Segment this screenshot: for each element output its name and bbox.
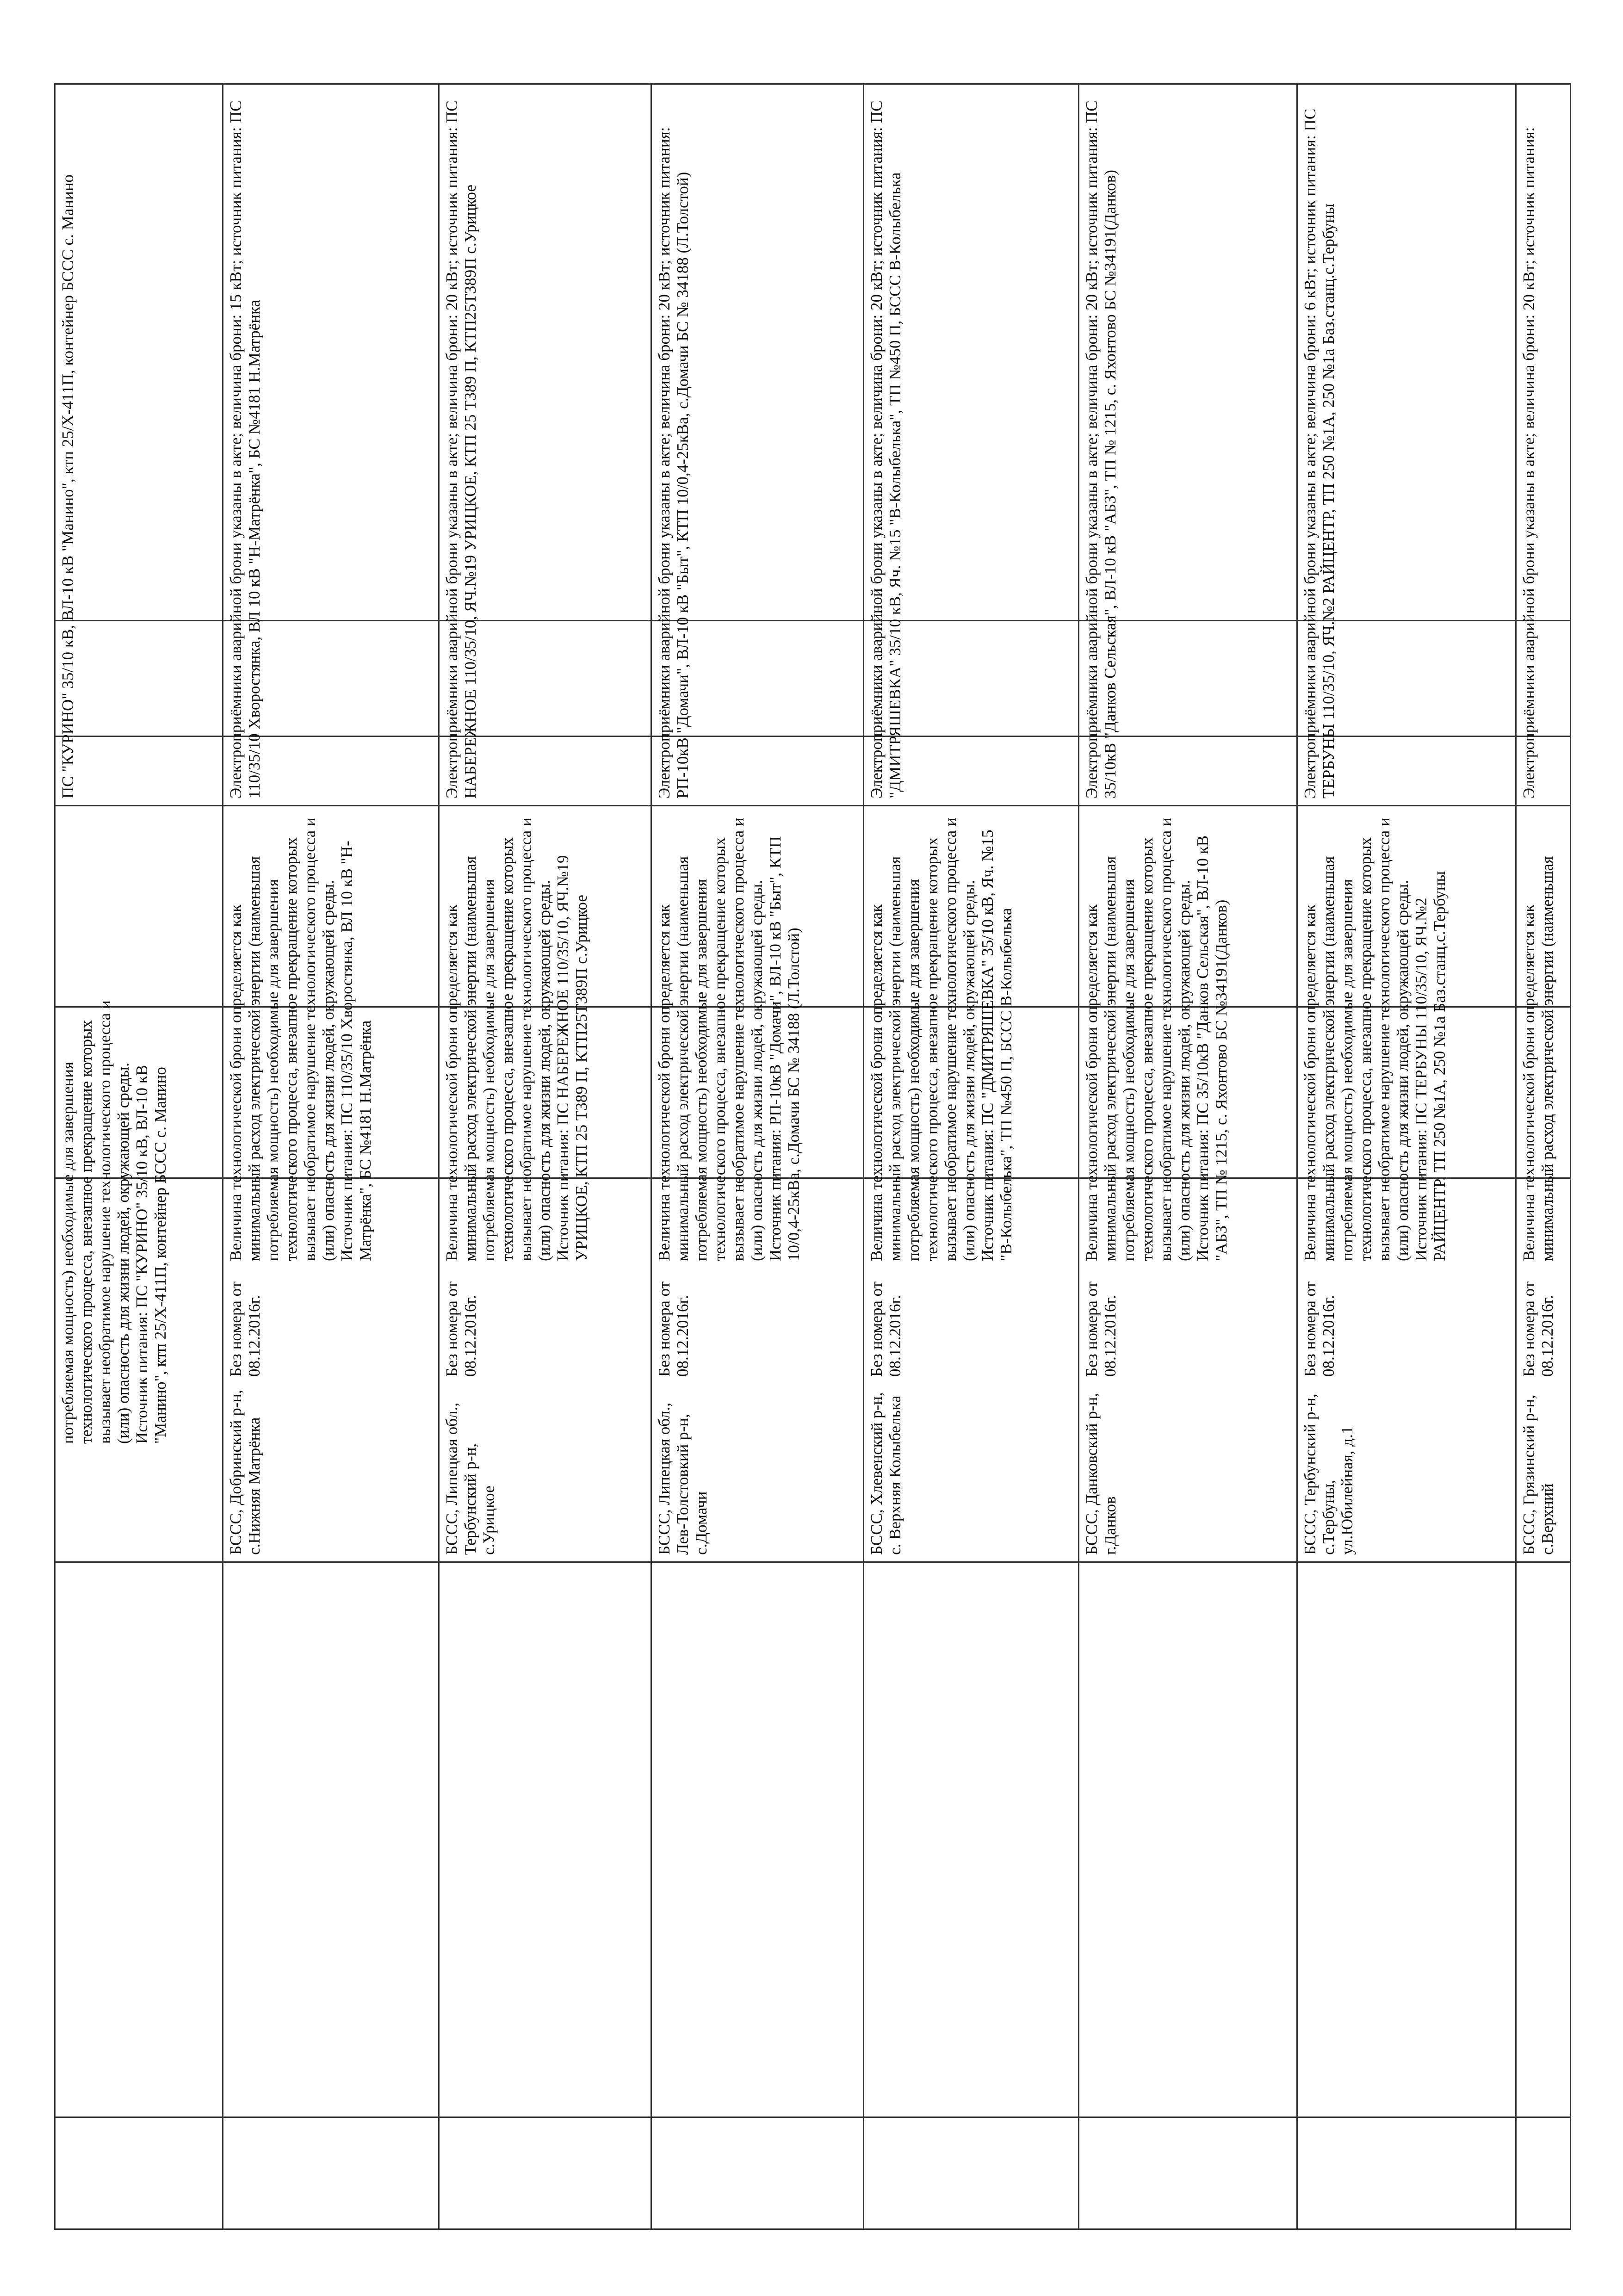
table-row [222,83,438,2230]
cell-technological-reserve: Величина технологической брони определяется как минимальный расход электрической энергии (наименьшая [1520,856,1556,1261]
cell-document: Без номера от 08.12.2016г. [443,1281,479,1377]
cell-emergency-reserve: Электроприёмники аварийной брони указаны в акте; величина брони: 20 кВт; источник питания: [1520,127,1538,798]
cell-emergency-reserve: Электроприёмники аварийной брони указаны в акте; величина брони: 15 кВт; источник питания: ПС 110/35/10 Хворостянка, ВЛ 10 кВ "Н-Матрёнка", БС №4181 Н.Матрёнка [227,100,263,798]
table-row [650,83,863,2230]
table-row [863,83,1078,2230]
cell-location: БССС, Добринский р-н, с.Нижняя Матрёнка [227,1390,263,1555]
cell-location: БССС, Тербунский р-н, с.Тербуны, ул.Юбилейная, д.1 [1301,1393,1356,1555]
cell-technological-reserve: Величина технологической брони определяется как минимальный расход электрической энергии (наименьшая потребляемая мощность) необходимые для завершения технологического процесса, внезапное прекращение которых вызывает необратимое нарушение технологического процесса и (или) опасность для жизни людей, окружающей среды. Источник питания: РП-10кВ "Домачи", ВЛ-10 кВ "Быт", КТП 10/0,4-25кВа, с.Домачи БС № 34188 (Л.Толстой) [655,817,803,1261]
cell-emergency-reserve: Электроприёмники аварийной брони указаны в акте; величина брони: 6 кВт; источник питания: ПС ТЕРБУНЫ 110/35/10, ЯЧ.№2 РАЙЦЕНТР, ТП 250 №1А, 250 №1а Баз.станц.с.Тербуны [1301,108,1338,798]
cell-location: БССС, Данковский р-н, г.Данков [1083,1393,1119,1555]
cell-emergency-reserve: Электроприёмники аварийной брони указаны в акте; величина брони: 20 кВт; источник питания: ПС "ДМИТРЯШЕВКА" 35/10 кВ, Яч. №15 "В-Колыбелька", ТП №450 П, БССС В-Колыбелька [867,100,904,798]
cell-document: Без номера от 08.12.2016г. [867,1281,904,1377]
table-row [54,83,222,2230]
cell-technological-reserve: Величина технологической брони определяется как минимальный расход электрической энергии (наименьшая потребляемая мощность) необходимые для завершения технологического процесса, внезапное прекращение которых вызывает необратимое нарушение технологического процесса и (или) опасность для жизни людей, окружающей среды. Источник питания: ПС 110/35/10 Хворостянка, ВЛ 10 кВ "Н-Матрёнка", БС №4181 Н.Матрёнка [227,817,374,1261]
table-row [1296,83,1515,2230]
cell-technological-reserve: потребляемая мощность) необходимые для завершения технологического процесса, внезапное прекращение которых вызывает необратимое нарушение технологического процесса и (или) опасность для жизни людей, окружающей среды. Источник питания: ПС "КУРИНО" 35/10 кВ, ВЛ-10 кВ "Манино", ктп 25/Х-411П, контейнер БССС с. Манино [59,1000,169,1444]
cell-location: БССС, Хлевенский р-н, с. Верхняя Колыбелька [867,1392,904,1555]
cell-emergency-reserve: Электроприёмники аварийной брони указаны в акте; величина брони: 20 кВт; источник питания: ПС НАБЕРЕЖНОЕ 110/35/10, ЯЧ.№19 УРИЦКОЕ, КТП 25 Т389 П, КТП25Т389П с.Урицкое [443,100,479,798]
cell-emergency-reserve: Электроприёмники аварийной брони указаны в акте; величина брони: 20 кВт; источник питания: ПС 35/10кВ "Данков Сельская", ВЛ-10 кВ "АБЗ", ТП № 1215, с. Яхонтово БС №34191(Данков) [1083,100,1119,798]
cell-document: Без номера от 08.12.2016г. [1301,1281,1338,1377]
cell-emergency-reserve: ПС "КУРИНО" 35/10 кВ, ВЛ-10 кВ "Манино", ктп 25/Х-411П, контейнер БССС с. Манино [59,174,77,798]
cell-document: Без номера от 08.12.2016г. [1520,1281,1556,1377]
cell-technological-reserve: Величина технологической брони определяется как минимальный расход электрической энергии (наименьшая потребляемая мощность) необходимые для завершения технологического процесса, внезапное прекращение которых вызывает необратимое нарушение технологического процесса и (или) опасность для жизни людей, окружающей среды. Источник питания: ПС НАБЕРЕЖНОЕ 110/35/10, ЯЧ.№19 УРИЦКОЕ, КТП 25 Т389 П, КТП25Т389П с.Урицкое [443,817,590,1261]
cell-location: БССС, Липецкая обл., Тербунский р-н, с.Урицкое [443,1402,498,1555]
cell-technological-reserve: Величина технологической брони определяется как минимальный расход электрической энергии (наименьшая потребляемая мощность) необходимые для завершения технологического процесса, внезапное прекращение которых вызывает необратимое нарушение технологического процесса и (или) опасность для жизни людей, окружающей среды. Источник питания: ПС ТЕРБУНЫ 110/35/10, ЯЧ.№2 РАЙЦЕНТР, ТП 250 №1А, 250 №1а Баз.станц.с.Тербуны [1301,817,1449,1261]
rotated-table [54,83,1571,2230]
cell-location: БССС, Грязинский р-н, с.Верхний [1520,1395,1556,1555]
cell-location: БССС, Липецкая обл., Лев-Толстовкий р-н, с.Домачи [655,1402,710,1555]
cell-document: Без номера от 08.12.2016г. [1083,1281,1119,1377]
table-row [1078,83,1296,2230]
cell-emergency-reserve: Электроприёмники аварийной брони указаны в акте; величина брони: 20 кВт; источник питания: РП-10кВ "Домачи", ВЛ-10 кВ "Быт", КТП 10/0,4-25кВа, с.Домачи БС № 34188 (Л.Толстой) [655,127,692,798]
table-row [1515,83,1571,2230]
cell-document: Без номера от 08.12.2016г. [655,1281,692,1377]
cell-document: Без номера от 08.12.2016г. [227,1281,263,1377]
table-row [438,83,650,2230]
cell-technological-reserve: Величина технологической брони определяется как минимальный расход электрической энергии (наименьшая потребляемая мощность) необходимые для завершения технологического процесса, внезапное прекращение которых вызывает необратимое нарушение технологического процесса и (или) опасность для жизни людей, окружающей среды. Источник питания: ПС 35/10кВ "Данков Сельская", ВЛ-10 кВ "АБЗ", ТП № 1215, с. Яхонтово БС №34191(Данков) [1083,817,1230,1261]
cell-technological-reserve: Величина технологической брони определяется как минимальный расход электрической энергии (наименьшая потребляемая мощность) необходимые для завершения технологического процесса, внезапное прекращение которых вызывает необратимое нарушение технологического процесса и (или) опасность для жизни людей, окружающей среды. Источник питания: ПС "ДМИТРЯШЕВКА" 35/10 кВ, Яч. №15 "В-Колыбелька", ТП №450 П, БССС В-Колыбелька [867,817,1015,1261]
